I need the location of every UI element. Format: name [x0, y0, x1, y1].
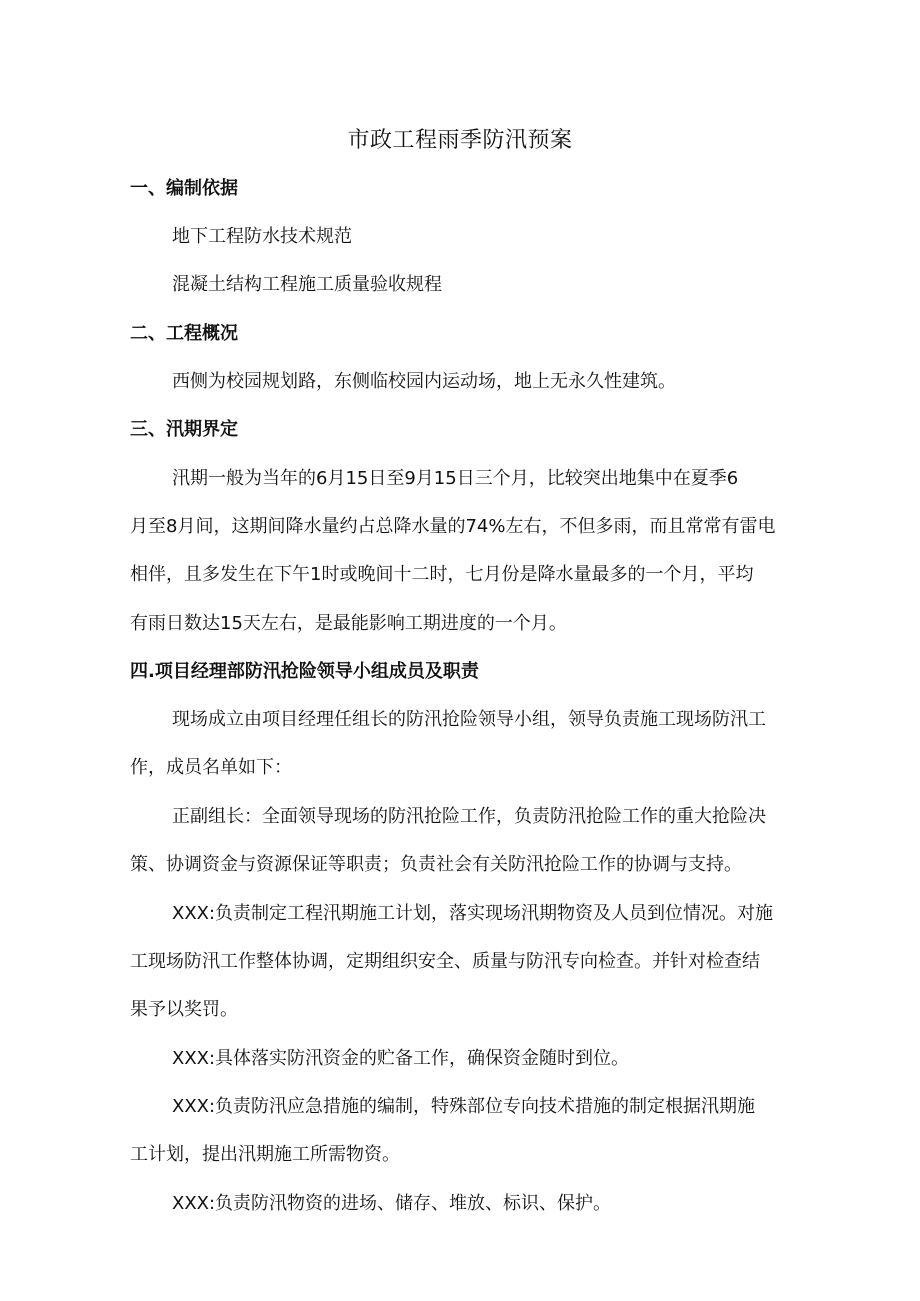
paragraph-line: 作，成员名单如下：: [130, 757, 292, 778]
document-title: 市政工程雨季防汛预案: [347, 128, 573, 153]
paragraph-line: 月至8月间，这期间降水量约占总降水量的74%左右，不但多雨，而且常常有雷电: [130, 516, 776, 537]
paragraph-line: 果予以奖罚。: [130, 999, 238, 1020]
section-heading-basis: 一、编制依据: [130, 178, 238, 199]
paragraph-line: 工现场防汛工作整体协调，定期组织安全、质量与防汛专向检查。并针对检查结: [130, 951, 760, 972]
section-heading-overview: 二、工程概况: [130, 323, 238, 344]
section-heading-leadership-group: 四.项目经理部防汛抢险领导小组成员及职责: [130, 661, 479, 682]
paragraph-line: XXX:负责防汛应急措施的编制，特殊部位专向技术措施的制定根据汛期施: [172, 1096, 756, 1117]
paragraph-line: 现场成立由项目经理任组长的防汛抢险领导小组，领导负责施工现场防汛工: [172, 709, 766, 730]
section-heading-flood-period: 三、汛期界定: [130, 419, 238, 440]
paragraph-line: 有雨日数达15天左右，是最能影响工期进度的一个月。: [130, 613, 567, 634]
paragraph-line: 汛期一般为当年的6月15日至9月15日三个月，比较突出地集中在夏季6: [172, 468, 739, 489]
paragraph-line: 工计划，提出汛期施工所需物资。: [130, 1144, 400, 1165]
paragraph-line: 策、协调资金与资源保证等职责；负责社会有关防汛抢险工作的协调与支持。: [130, 854, 742, 875]
paragraph-line: 正副组长：全面领导现场的防汛抢险工作，负责防汛抢险工作的重大抢险决: [172, 806, 766, 827]
paragraph-line: 混凝土结构工程施工质量验收规程: [172, 274, 442, 295]
paragraph-line: 地下工程防水技术规范: [172, 226, 352, 247]
paragraph-line: 相伴，且多发生在下午1时或晚间十二时，七月份是降水量最多的一个月，平均: [130, 564, 754, 585]
paragraph-line: XXX:负责制定工程汛期施工计划，落实现场汛期物资及人员到位情况。对施: [172, 903, 774, 924]
paragraph-line: XXX:具体落实防汛资金的贮备工作，确保资金随时到位。: [172, 1048, 630, 1069]
paragraph-line: 西侧为校园规划路，东侧临校园内运动场，地上无永久性建筑。: [172, 371, 676, 392]
paragraph-line: XXX:负责防汛物资的进场、储存、堆放、标识、保护。: [172, 1193, 612, 1214]
